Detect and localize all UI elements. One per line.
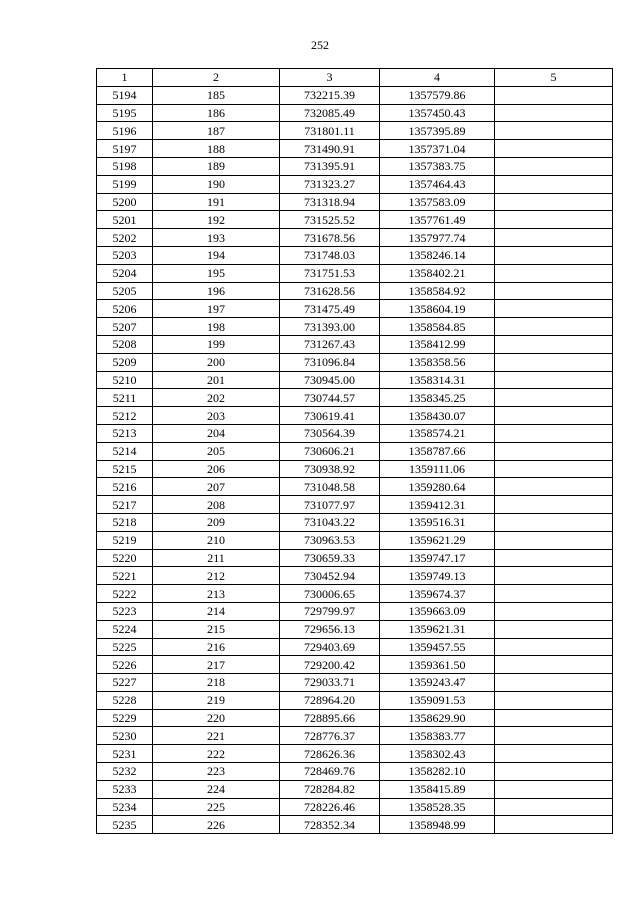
note-cell bbox=[495, 513, 613, 531]
row-number-cell: 5204 bbox=[97, 264, 153, 282]
point-number-cell: 203 bbox=[153, 407, 280, 425]
point-number-cell: 225 bbox=[153, 798, 280, 816]
table-row bbox=[97, 122, 613, 140]
y-coordinate-cell: 1357371.04 bbox=[380, 140, 495, 158]
table-row bbox=[97, 424, 613, 442]
y-coordinate-cell: 1357579.86 bbox=[380, 86, 495, 104]
note-cell bbox=[495, 442, 613, 460]
y-coordinate-cell: 1358345.25 bbox=[380, 389, 495, 407]
x-coordinate-cell: 731267.43 bbox=[280, 335, 380, 353]
point-number-cell: 202 bbox=[153, 389, 280, 407]
y-coordinate-cell: 1357450.43 bbox=[380, 104, 495, 122]
y-coordinate-cell: 1358314.31 bbox=[380, 371, 495, 389]
column-header-3: 3 bbox=[280, 69, 380, 87]
x-coordinate-cell: 731678.56 bbox=[280, 229, 380, 247]
x-coordinate-cell: 731043.22 bbox=[280, 513, 380, 531]
y-coordinate-cell: 1358412.99 bbox=[380, 335, 495, 353]
x-coordinate-cell: 730744.57 bbox=[280, 389, 380, 407]
note-cell bbox=[495, 549, 613, 567]
x-coordinate-cell: 730945.00 bbox=[280, 371, 380, 389]
x-coordinate-cell: 728469.76 bbox=[280, 763, 380, 781]
row-number-cell: 5203 bbox=[97, 246, 153, 264]
table-row bbox=[97, 620, 613, 638]
table-row bbox=[97, 389, 613, 407]
point-number-cell: 196 bbox=[153, 282, 280, 300]
table-row bbox=[97, 318, 613, 336]
x-coordinate-cell: 728964.20 bbox=[280, 691, 380, 709]
y-coordinate-cell: 1357395.89 bbox=[380, 122, 495, 140]
y-coordinate-cell: 1359412.31 bbox=[380, 496, 495, 514]
row-number-cell: 5225 bbox=[97, 638, 153, 656]
y-coordinate-cell: 1359674.37 bbox=[380, 585, 495, 603]
row-number-cell: 5217 bbox=[97, 496, 153, 514]
note-cell bbox=[495, 335, 613, 353]
x-coordinate-cell: 731628.56 bbox=[280, 282, 380, 300]
point-number-cell: 205 bbox=[153, 442, 280, 460]
note-cell bbox=[495, 211, 613, 229]
row-number-cell: 5231 bbox=[97, 745, 153, 763]
point-number-cell: 189 bbox=[153, 157, 280, 175]
x-coordinate-cell: 729799.97 bbox=[280, 602, 380, 620]
table-row bbox=[97, 442, 613, 460]
note-cell bbox=[495, 567, 613, 585]
row-number-cell: 5195 bbox=[97, 104, 153, 122]
table-row bbox=[97, 638, 613, 656]
y-coordinate-cell: 1359243.47 bbox=[380, 674, 495, 692]
note-cell bbox=[495, 602, 613, 620]
note-cell bbox=[495, 175, 613, 193]
point-number-cell: 217 bbox=[153, 656, 280, 674]
note-cell bbox=[495, 496, 613, 514]
x-coordinate-cell: 731323.27 bbox=[280, 175, 380, 193]
x-coordinate-cell: 730606.21 bbox=[280, 442, 380, 460]
x-coordinate-cell: 728226.46 bbox=[280, 798, 380, 816]
note-cell bbox=[495, 656, 613, 674]
column-header-2: 2 bbox=[153, 69, 280, 87]
point-number-cell: 194 bbox=[153, 246, 280, 264]
x-coordinate-cell: 730452.94 bbox=[280, 567, 380, 585]
point-number-cell: 222 bbox=[153, 745, 280, 763]
note-cell bbox=[495, 282, 613, 300]
table-row bbox=[97, 246, 613, 264]
x-coordinate-cell: 731748.03 bbox=[280, 246, 380, 264]
y-coordinate-cell: 1358584.92 bbox=[380, 282, 495, 300]
note-cell bbox=[495, 353, 613, 371]
table-row bbox=[97, 140, 613, 158]
y-coordinate-cell: 1358282.10 bbox=[380, 763, 495, 781]
note-cell bbox=[495, 478, 613, 496]
point-number-cell: 211 bbox=[153, 549, 280, 567]
x-coordinate-cell: 728626.36 bbox=[280, 745, 380, 763]
note-cell bbox=[495, 300, 613, 318]
point-number-cell: 208 bbox=[153, 496, 280, 514]
row-number-cell: 5230 bbox=[97, 727, 153, 745]
table-row bbox=[97, 407, 613, 425]
row-number-cell: 5198 bbox=[97, 157, 153, 175]
y-coordinate-cell: 1357977.74 bbox=[380, 229, 495, 247]
table-row bbox=[97, 264, 613, 282]
point-number-cell: 214 bbox=[153, 602, 280, 620]
x-coordinate-cell: 731318.94 bbox=[280, 193, 380, 211]
row-number-cell: 5205 bbox=[97, 282, 153, 300]
point-number-cell: 193 bbox=[153, 229, 280, 247]
table-row bbox=[97, 549, 613, 567]
row-number-cell: 5194 bbox=[97, 86, 153, 104]
row-number-cell: 5224 bbox=[97, 620, 153, 638]
table-row bbox=[97, 300, 613, 318]
point-number-cell: 188 bbox=[153, 140, 280, 158]
row-number-cell: 5218 bbox=[97, 513, 153, 531]
table-body bbox=[97, 86, 613, 833]
table-row bbox=[97, 211, 613, 229]
y-coordinate-cell: 1357583.09 bbox=[380, 193, 495, 211]
table-row bbox=[97, 798, 613, 816]
y-coordinate-cell: 1359280.64 bbox=[380, 478, 495, 496]
row-number-cell: 5227 bbox=[97, 674, 153, 692]
row-number-cell: 5209 bbox=[97, 353, 153, 371]
row-number-cell: 5211 bbox=[97, 389, 153, 407]
table-row bbox=[97, 282, 613, 300]
x-coordinate-cell: 728776.37 bbox=[280, 727, 380, 745]
note-cell bbox=[495, 86, 613, 104]
point-number-cell: 218 bbox=[153, 674, 280, 692]
point-number-cell: 207 bbox=[153, 478, 280, 496]
row-number-cell: 5228 bbox=[97, 691, 153, 709]
table-row bbox=[97, 816, 613, 834]
row-number-cell: 5233 bbox=[97, 780, 153, 798]
point-number-cell: 186 bbox=[153, 104, 280, 122]
x-coordinate-cell: 729033.71 bbox=[280, 674, 380, 692]
x-coordinate-cell: 728284.82 bbox=[280, 780, 380, 798]
note-cell bbox=[495, 193, 613, 211]
row-number-cell: 5226 bbox=[97, 656, 153, 674]
row-number-cell: 5206 bbox=[97, 300, 153, 318]
point-number-cell: 212 bbox=[153, 567, 280, 585]
x-coordinate-cell: 732085.49 bbox=[280, 104, 380, 122]
note-cell bbox=[495, 691, 613, 709]
table-row bbox=[97, 709, 613, 727]
note-cell bbox=[495, 674, 613, 692]
row-number-cell: 5207 bbox=[97, 318, 153, 336]
note-cell bbox=[495, 585, 613, 603]
y-coordinate-cell: 1358402.21 bbox=[380, 264, 495, 282]
row-number-cell: 5220 bbox=[97, 549, 153, 567]
x-coordinate-cell: 730619.41 bbox=[280, 407, 380, 425]
note-cell bbox=[495, 246, 613, 264]
x-coordinate-cell: 731475.49 bbox=[280, 300, 380, 318]
point-number-cell: 206 bbox=[153, 460, 280, 478]
point-number-cell: 213 bbox=[153, 585, 280, 603]
y-coordinate-cell: 1357464.43 bbox=[380, 175, 495, 193]
note-cell bbox=[495, 620, 613, 638]
point-number-cell: 224 bbox=[153, 780, 280, 798]
y-coordinate-cell: 1358358.56 bbox=[380, 353, 495, 371]
y-coordinate-cell: 1358574.21 bbox=[380, 424, 495, 442]
y-coordinate-cell: 1357761.49 bbox=[380, 211, 495, 229]
point-number-cell: 198 bbox=[153, 318, 280, 336]
table-row bbox=[97, 531, 613, 549]
note-cell bbox=[495, 727, 613, 745]
x-coordinate-cell: 728352.34 bbox=[280, 816, 380, 834]
point-number-cell: 209 bbox=[153, 513, 280, 531]
row-number-cell: 5213 bbox=[97, 424, 153, 442]
page-number: 252 bbox=[311, 38, 329, 52]
note-cell bbox=[495, 264, 613, 282]
table-row bbox=[97, 496, 613, 514]
note-cell bbox=[495, 709, 613, 727]
y-coordinate-cell: 1359457.55 bbox=[380, 638, 495, 656]
y-coordinate-cell: 1359621.29 bbox=[380, 531, 495, 549]
x-coordinate-cell: 729403.69 bbox=[280, 638, 380, 656]
point-number-cell: 226 bbox=[153, 816, 280, 834]
y-coordinate-cell: 1359749.13 bbox=[380, 567, 495, 585]
table-row bbox=[97, 193, 613, 211]
note-cell bbox=[495, 157, 613, 175]
x-coordinate-cell: 731751.53 bbox=[280, 264, 380, 282]
row-number-cell: 5197 bbox=[97, 140, 153, 158]
point-number-cell: 200 bbox=[153, 353, 280, 371]
row-number-cell: 5235 bbox=[97, 816, 153, 834]
y-coordinate-cell: 1357383.75 bbox=[380, 157, 495, 175]
y-coordinate-cell: 1358948.99 bbox=[380, 816, 495, 834]
x-coordinate-cell: 731525.52 bbox=[280, 211, 380, 229]
note-cell bbox=[495, 745, 613, 763]
table-row bbox=[97, 157, 613, 175]
point-number-cell: 187 bbox=[153, 122, 280, 140]
note-cell bbox=[495, 318, 613, 336]
x-coordinate-cell: 730938.92 bbox=[280, 460, 380, 478]
column-header-5: 5 bbox=[495, 69, 613, 87]
y-coordinate-cell: 1358430.07 bbox=[380, 407, 495, 425]
row-number-cell: 5216 bbox=[97, 478, 153, 496]
y-coordinate-cell: 1358246.14 bbox=[380, 246, 495, 264]
note-cell bbox=[495, 798, 613, 816]
point-number-cell: 221 bbox=[153, 727, 280, 745]
table-row bbox=[97, 691, 613, 709]
point-number-cell: 215 bbox=[153, 620, 280, 638]
x-coordinate-cell: 728895.66 bbox=[280, 709, 380, 727]
point-number-cell: 223 bbox=[153, 763, 280, 781]
x-coordinate-cell: 730564.39 bbox=[280, 424, 380, 442]
table-row bbox=[97, 567, 613, 585]
row-number-cell: 5223 bbox=[97, 602, 153, 620]
table-row bbox=[97, 371, 613, 389]
point-number-cell: 192 bbox=[153, 211, 280, 229]
row-number-cell: 5219 bbox=[97, 531, 153, 549]
x-coordinate-cell: 730963.53 bbox=[280, 531, 380, 549]
row-number-cell: 5196 bbox=[97, 122, 153, 140]
y-coordinate-cell: 1358787.66 bbox=[380, 442, 495, 460]
y-coordinate-cell: 1358629.90 bbox=[380, 709, 495, 727]
note-cell bbox=[495, 763, 613, 781]
table-row bbox=[97, 585, 613, 603]
table-row bbox=[97, 780, 613, 798]
y-coordinate-cell: 1358584.85 bbox=[380, 318, 495, 336]
row-number-cell: 5222 bbox=[97, 585, 153, 603]
note-cell bbox=[495, 531, 613, 549]
table-row bbox=[97, 86, 613, 104]
point-number-cell: 190 bbox=[153, 175, 280, 193]
y-coordinate-cell: 1358302.43 bbox=[380, 745, 495, 763]
y-coordinate-cell: 1359516.31 bbox=[380, 513, 495, 531]
table-row bbox=[97, 674, 613, 692]
table-header-row bbox=[97, 69, 613, 87]
x-coordinate-cell: 729656.13 bbox=[280, 620, 380, 638]
x-coordinate-cell: 731490.91 bbox=[280, 140, 380, 158]
column-header-1: 1 bbox=[97, 69, 153, 87]
row-number-cell: 5234 bbox=[97, 798, 153, 816]
row-number-cell: 5199 bbox=[97, 175, 153, 193]
table-row bbox=[97, 513, 613, 531]
note-cell bbox=[495, 104, 613, 122]
row-number-cell: 5232 bbox=[97, 763, 153, 781]
row-number-cell: 5208 bbox=[97, 335, 153, 353]
y-coordinate-cell: 1358383.77 bbox=[380, 727, 495, 745]
table-row bbox=[97, 727, 613, 745]
point-number-cell: 216 bbox=[153, 638, 280, 656]
table-row bbox=[97, 478, 613, 496]
point-number-cell: 199 bbox=[153, 335, 280, 353]
note-cell bbox=[495, 816, 613, 834]
coordinates-table bbox=[96, 68, 613, 834]
table-row bbox=[97, 353, 613, 371]
table-row bbox=[97, 745, 613, 763]
point-number-cell: 197 bbox=[153, 300, 280, 318]
row-number-cell: 5214 bbox=[97, 442, 153, 460]
y-coordinate-cell: 1358604.19 bbox=[380, 300, 495, 318]
point-number-cell: 195 bbox=[153, 264, 280, 282]
row-number-cell: 5201 bbox=[97, 211, 153, 229]
y-coordinate-cell: 1359663.09 bbox=[380, 602, 495, 620]
row-number-cell: 5212 bbox=[97, 407, 153, 425]
point-number-cell: 191 bbox=[153, 193, 280, 211]
x-coordinate-cell: 731395.91 bbox=[280, 157, 380, 175]
table-row bbox=[97, 602, 613, 620]
note-cell bbox=[495, 407, 613, 425]
point-number-cell: 201 bbox=[153, 371, 280, 389]
note-cell bbox=[495, 389, 613, 407]
note-cell bbox=[495, 229, 613, 247]
row-number-cell: 5200 bbox=[97, 193, 153, 211]
x-coordinate-cell: 731096.84 bbox=[280, 353, 380, 371]
note-cell bbox=[495, 122, 613, 140]
row-number-cell: 5215 bbox=[97, 460, 153, 478]
y-coordinate-cell: 1359621.31 bbox=[380, 620, 495, 638]
point-number-cell: 220 bbox=[153, 709, 280, 727]
y-coordinate-cell: 1358528.35 bbox=[380, 798, 495, 816]
row-number-cell: 5202 bbox=[97, 229, 153, 247]
table-row bbox=[97, 460, 613, 478]
x-coordinate-cell: 731393.00 bbox=[280, 318, 380, 336]
note-cell bbox=[495, 460, 613, 478]
table-row bbox=[97, 175, 613, 193]
y-coordinate-cell: 1359091.53 bbox=[380, 691, 495, 709]
table-row bbox=[97, 656, 613, 674]
note-cell bbox=[495, 371, 613, 389]
row-number-cell: 5229 bbox=[97, 709, 153, 727]
x-coordinate-cell: 732215.39 bbox=[280, 86, 380, 104]
table-row bbox=[97, 335, 613, 353]
table-row bbox=[97, 229, 613, 247]
note-cell bbox=[495, 780, 613, 798]
x-coordinate-cell: 731048.58 bbox=[280, 478, 380, 496]
table-row bbox=[97, 104, 613, 122]
note-cell bbox=[495, 140, 613, 158]
table-row bbox=[97, 763, 613, 781]
y-coordinate-cell: 1358415.89 bbox=[380, 780, 495, 798]
point-number-cell: 204 bbox=[153, 424, 280, 442]
y-coordinate-cell: 1359747.17 bbox=[380, 549, 495, 567]
column-header-4: 4 bbox=[380, 69, 495, 87]
x-coordinate-cell: 729200.42 bbox=[280, 656, 380, 674]
x-coordinate-cell: 730659.33 bbox=[280, 549, 380, 567]
note-cell bbox=[495, 638, 613, 656]
row-number-cell: 5210 bbox=[97, 371, 153, 389]
point-number-cell: 185 bbox=[153, 86, 280, 104]
point-number-cell: 219 bbox=[153, 691, 280, 709]
x-coordinate-cell: 730006.65 bbox=[280, 585, 380, 603]
x-coordinate-cell: 731077.97 bbox=[280, 496, 380, 514]
row-number-cell: 5221 bbox=[97, 567, 153, 585]
y-coordinate-cell: 1359361.50 bbox=[380, 656, 495, 674]
x-coordinate-cell: 731801.11 bbox=[280, 122, 380, 140]
y-coordinate-cell: 1359111.06 bbox=[380, 460, 495, 478]
note-cell bbox=[495, 424, 613, 442]
point-number-cell: 210 bbox=[153, 531, 280, 549]
